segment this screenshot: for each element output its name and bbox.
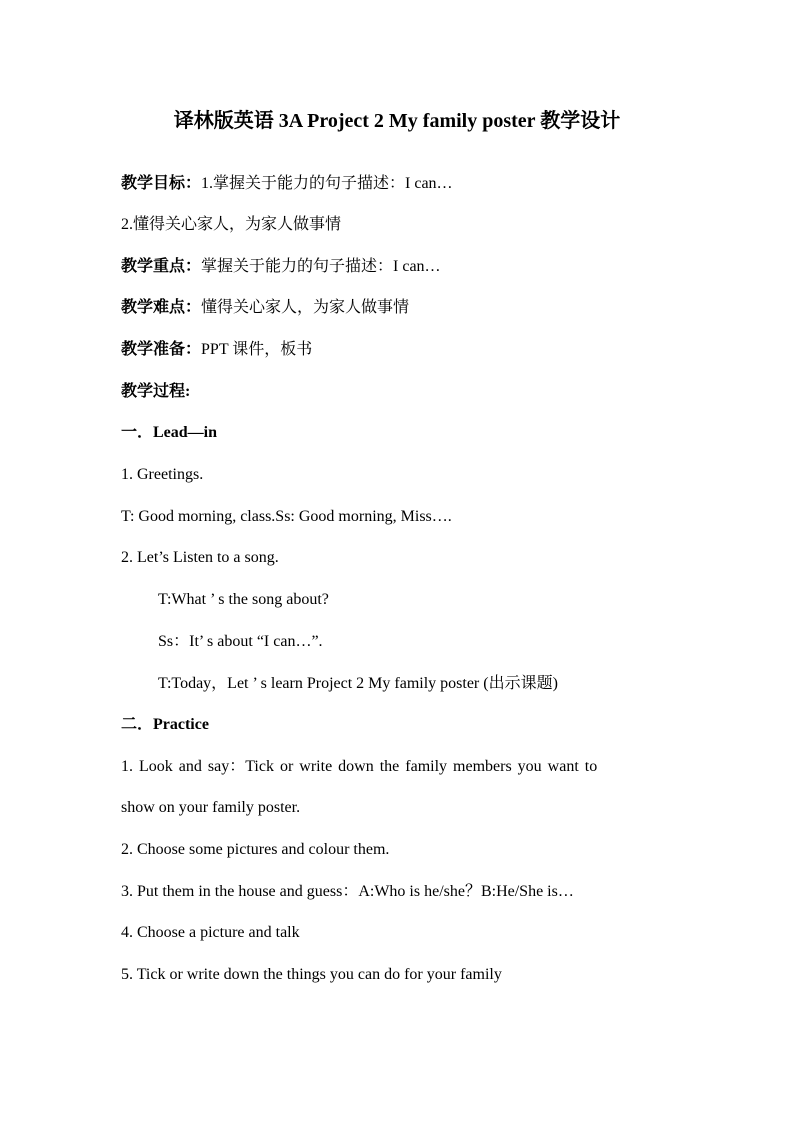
difficulty-text: 懂得关心家人，为家人做事情: [201, 299, 410, 316]
preparation-label: 教学准备：: [121, 341, 202, 358]
practice-item-3: 3. Put them in the house and guess：A:Who is he/she？B:He/She is…: [121, 883, 574, 900]
preparation-text: PPT 课件，板书: [201, 341, 313, 358]
teaching-goal-line-2: 2.懂得关心家人，为家人做事情: [121, 216, 342, 233]
teaching-goal-text: 1.掌握关于能力的句子描述：I can…: [201, 175, 453, 192]
preparation-line: [121, 339, 312, 361]
section-practice-heading: 二．Practice: [121, 716, 209, 733]
lead-in-teacher-topic: T:Today，Let ’ s learn Project 2 My family poster (出示课题): [158, 675, 558, 692]
key-point-label: 教学重点：: [121, 258, 202, 275]
practice-item-4: 4. Choose a picture and talk: [121, 924, 300, 941]
teaching-goal-line: [121, 173, 453, 195]
section-lead-in-heading: 一．Lead—in: [121, 424, 218, 441]
teaching-goal-label: 教学目标：: [121, 175, 202, 192]
lead-in-dialog: T: Good morning, class.Ss: Good morning, Miss….: [121, 508, 452, 525]
key-point-text: 掌握关于能力的句子描述：I can…: [201, 258, 441, 275]
lead-in-teacher-question: T:What ’ s the song about?: [158, 591, 329, 608]
practice-item-5: 5. Tick or write down the things you can do for your family: [121, 966, 502, 983]
difficulty-line: [121, 297, 409, 319]
practice-item-1: 1. Look and say：Tick or write down the family members you want to: [121, 758, 598, 775]
document-title: 译林版英语 3A Project 2 My family poster 教学设计: [173, 110, 621, 132]
difficulty-label: 教学难点：: [121, 299, 202, 316]
practice-item-2: 2. Choose some pictures and colour them.: [121, 841, 390, 858]
lead-in-item-1: 1. Greetings.: [121, 466, 204, 483]
key-point-line: [121, 256, 441, 278]
lead-in-students-answer: Ss：It’ s about “I can…”.: [158, 633, 323, 650]
process-heading: 教学过程:: [121, 383, 191, 400]
lead-in-item-2: 2. Let’s Listen to a song.: [121, 549, 279, 566]
practice-item-1-continued: show on your family poster.: [121, 799, 301, 816]
